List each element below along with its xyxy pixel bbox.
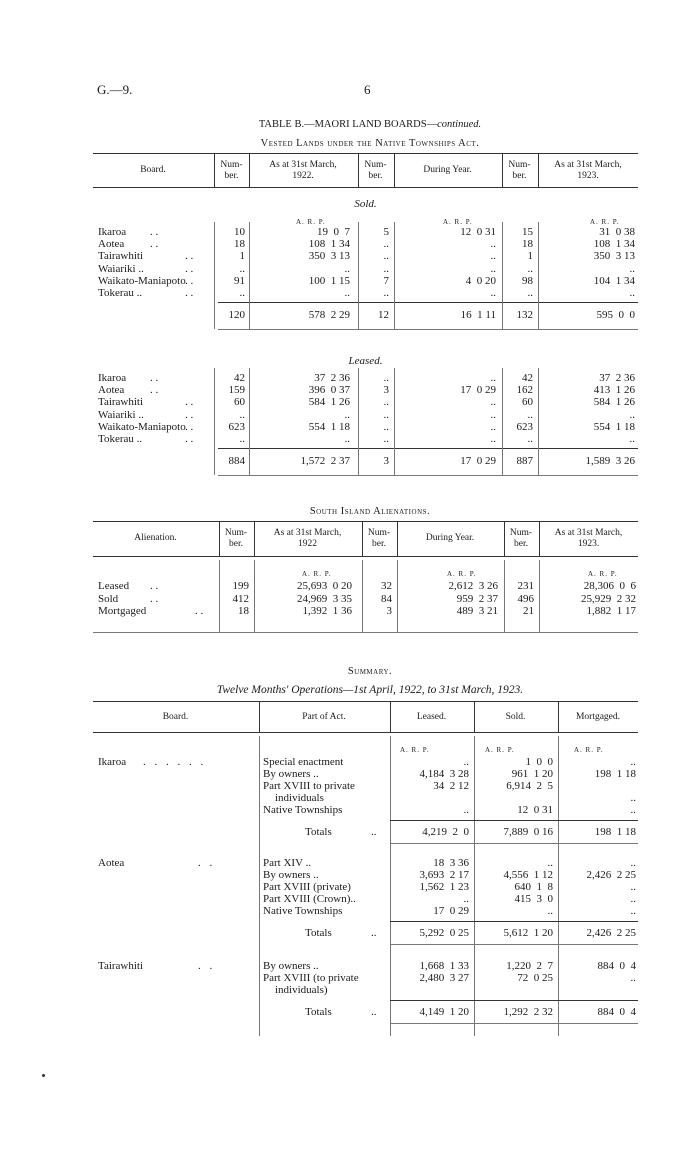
table-cell: .. <box>630 857 636 869</box>
summary-header: Board. <box>162 712 189 722</box>
table-cell: 16 1 11 <box>460 309 496 322</box>
rule <box>93 521 638 522</box>
table-cell: 98 <box>522 274 533 287</box>
table-cell: .. <box>490 372 496 384</box>
table-cell: .. <box>490 396 496 409</box>
row-label: Waiariki .. <box>98 262 144 275</box>
table-cell: .. <box>630 893 636 905</box>
table-cell: 12 0 31 <box>460 226 496 238</box>
table-cell: .. <box>629 287 635 299</box>
leader-dots: . . <box>150 238 159 251</box>
rule <box>218 329 638 330</box>
table-cell: 595 0 0 <box>596 309 635 322</box>
table-cell: 84 <box>381 592 392 605</box>
table-cell: 489 3 21 <box>456 605 498 617</box>
row-label: Mortgaged <box>98 605 147 617</box>
units-label: A. R. P. <box>302 570 332 578</box>
table-cell: 162 <box>516 384 533 397</box>
table-cell: .. <box>344 408 350 421</box>
stray-mark <box>42 1074 45 1077</box>
units-label: A. R. P. <box>590 218 620 226</box>
table-cell: 2,480 3 27 <box>419 972 469 984</box>
row-label: Leased <box>98 580 130 592</box>
section-label: Leased. <box>348 355 383 367</box>
south-island-header: Alienation. <box>134 533 177 543</box>
page-code: G.—9. <box>97 82 133 97</box>
table-cell: 554 1 18 <box>593 420 635 433</box>
table-cell: .. <box>490 250 496 263</box>
column-rule <box>214 368 215 475</box>
table-cell: 2,426 2 25 <box>586 869 636 881</box>
table-cell: 6,914 2 5 <box>506 780 553 792</box>
table-cell: 4,184 3 28 <box>419 768 469 780</box>
table-cell: 12 0 31 <box>517 804 553 816</box>
leader-dots: . . <box>150 592 159 605</box>
rule <box>218 448 638 449</box>
row-label: Ikaroa <box>98 372 127 384</box>
table-cell: 1 <box>527 250 533 263</box>
table-cell: 21 <box>523 605 534 617</box>
table-cell: 231 <box>517 580 534 592</box>
table-cell: 3,693 2 17 <box>419 869 469 881</box>
south-island-header: During Year. <box>425 533 475 543</box>
column-rule <box>358 222 359 329</box>
row-label: Waikato-Maniapoto <box>98 420 186 433</box>
rule <box>93 732 638 733</box>
part-of-act: Part XVIII (private) <box>263 881 351 893</box>
table-cell: 25,693 0 20 <box>297 580 352 592</box>
table-cell: 60 <box>522 396 533 409</box>
south-island-header: Num- ber. <box>367 528 391 549</box>
table-b-title-italic: continued. <box>437 119 482 130</box>
table-cell: 17 0 29 <box>460 384 496 397</box>
table-cell: .. <box>527 408 533 421</box>
row-label: Waiariki .. <box>98 408 144 421</box>
table-cell: .. <box>630 881 636 893</box>
column-rule <box>249 368 250 475</box>
table-cell: .. <box>463 804 469 816</box>
table-cell: 18 3 36 <box>433 857 469 869</box>
table-cell: 31 0 38 <box>599 226 635 238</box>
part-of-act: By owners .. <box>263 960 319 972</box>
table-cell: 15 <box>522 226 533 238</box>
table-cell: 1,572 2 37 <box>300 455 350 468</box>
table-cell: .. <box>383 433 389 445</box>
table-cell: 42 <box>234 372 245 384</box>
rule <box>93 701 638 702</box>
part-of-act: individuals) <box>275 984 328 996</box>
table-cell: .. <box>527 287 533 299</box>
column-rule <box>358 153 359 187</box>
table-cell: 1 <box>239 250 245 263</box>
table-b-header: Board. <box>140 165 166 175</box>
column-rule <box>362 521 363 556</box>
table-cell: .. <box>629 262 635 275</box>
table-cell: .. <box>239 433 245 445</box>
table-cell: 584 1 26 <box>593 396 635 409</box>
table-cell: .. <box>490 408 496 421</box>
table-cell: 884 0 4 <box>597 960 636 972</box>
south-island-header: Num- ber. <box>224 528 248 549</box>
table-cell: .. <box>344 287 350 299</box>
leader-dots: . . <box>198 960 216 972</box>
table-cell: 19 0 7 <box>317 226 350 238</box>
summary-subtitle: Twelve Months' Operations—1st April, 1922, to 31st March, 1923. <box>216 684 524 696</box>
table-cell: 108 1 34 <box>308 238 350 251</box>
row-label: Tokerau .. <box>98 287 143 299</box>
table-cell: 1,392 1 36 <box>302 605 352 617</box>
leader-dots: . . <box>150 384 159 397</box>
table-cell: 132 <box>516 309 533 322</box>
table-cell: .. <box>527 433 533 445</box>
table-cell: 496 <box>517 592 534 605</box>
leader-dots: . . <box>185 274 194 287</box>
column-rule <box>219 560 220 632</box>
units-label: A. R. P. <box>485 746 515 754</box>
table-cell: .. <box>383 287 389 299</box>
table-cell: 1,220 2 7 <box>506 960 553 972</box>
column-rule <box>390 701 391 732</box>
table-cell: 1,589 3 26 <box>585 455 635 468</box>
table-cell: .. <box>490 433 496 445</box>
table-cell: 17 0 29 <box>460 455 496 468</box>
leader-dots: . . <box>195 605 204 617</box>
table-cell: 7 <box>383 274 389 287</box>
units-label: A. R. P. <box>296 218 326 226</box>
table-cell: .. <box>630 905 636 917</box>
rule <box>218 302 638 303</box>
table-cell: 28,306 0 6 <box>583 580 636 592</box>
column-rule <box>362 560 363 632</box>
table-cell: 100 1 15 <box>308 274 350 287</box>
table-cell: 415 3 0 <box>514 893 553 905</box>
part-of-act: individuals <box>275 792 324 804</box>
column-rule <box>259 701 260 732</box>
table-cell: 2,612 3 26 <box>448 580 498 592</box>
column-rule <box>539 521 540 556</box>
row-label: Waikato-Maniapoto <box>98 274 186 287</box>
table-cell: 10 <box>234 226 245 238</box>
table-cell: .. <box>630 804 636 816</box>
rule <box>390 921 638 922</box>
column-rule <box>502 153 503 187</box>
leader-dots: . . <box>150 226 159 238</box>
column-rule <box>219 521 220 556</box>
table-cell: .. <box>383 238 389 251</box>
table-cell: 350 3 13 <box>308 250 350 263</box>
column-rule <box>394 153 395 187</box>
table-cell: .. <box>629 408 635 421</box>
table-cell: 4,219 2 0 <box>422 826 469 838</box>
table-cell: 2,426 2 25 <box>586 927 636 939</box>
leader-dots: . . <box>185 420 194 433</box>
part-of-act: Special enactment <box>263 756 344 768</box>
table-cell: 3 <box>383 384 389 397</box>
column-rule <box>249 153 250 187</box>
table-cell: .. <box>490 420 496 433</box>
units-label: A. R. P. <box>588 570 618 578</box>
table-cell: 350 3 13 <box>593 250 635 263</box>
table-cell: 18 <box>234 238 245 251</box>
table-cell: 108 1 34 <box>593 238 635 251</box>
column-rule <box>502 368 503 475</box>
column-rule <box>502 222 503 329</box>
table-cell: 12 <box>378 309 389 322</box>
column-rule <box>538 222 539 329</box>
south-island-title: South Island Alienations. <box>309 506 431 517</box>
column-rule <box>538 153 539 187</box>
table-cell: .. <box>239 262 245 275</box>
column-rule <box>504 560 505 632</box>
row-label: Tokerau .. <box>98 433 143 445</box>
rule <box>93 556 638 557</box>
summary-board-label: Tairawhiti <box>98 960 144 972</box>
row-label: Aotea <box>98 238 125 251</box>
units-label: A. R. P. <box>574 746 604 754</box>
column-rule <box>214 153 215 187</box>
column-rule <box>214 222 215 329</box>
summary-header: Leased. <box>416 712 447 722</box>
part-of-act: Native Townships <box>263 804 343 816</box>
table-cell: 18 <box>238 605 249 617</box>
table-cell: .. <box>383 372 389 384</box>
table-cell: .. <box>547 905 553 917</box>
units-label: A. R. P. <box>447 570 477 578</box>
column-rule <box>558 701 559 732</box>
part-of-act: Part XVIII (to private <box>263 972 359 984</box>
leader-dots: .. <box>371 927 377 939</box>
leader-dots: . . <box>185 262 194 275</box>
table-cell: 578 2 29 <box>308 309 350 322</box>
table-cell: 37 2 36 <box>314 372 350 384</box>
table-cell: 17 0 29 <box>433 905 469 917</box>
table-cell: .. <box>383 396 389 409</box>
table-cell: 884 <box>228 455 245 468</box>
row-label: Aotea <box>98 384 125 397</box>
table-cell: 72 0 25 <box>517 972 553 984</box>
column-rule <box>254 521 255 556</box>
totals-label: Totals <box>305 927 332 939</box>
leader-dots: .. <box>371 826 377 838</box>
rule <box>93 632 638 633</box>
rule <box>390 1000 638 1001</box>
row-label: Tairawhiti <box>98 396 144 409</box>
table-b-header: Num- ber. <box>220 160 243 181</box>
table-cell: 4,149 1 20 <box>419 1006 469 1018</box>
table-cell: 34 2 12 <box>433 780 469 792</box>
table-cell: 1,292 2 32 <box>503 1006 553 1018</box>
table-b-subtitle: Vested Lands under the Native Townships Act. <box>260 138 480 149</box>
table-cell: 640 1 8 <box>514 881 553 893</box>
table-b-header: During Year. <box>423 165 472 175</box>
table-cell: 884 0 4 <box>597 1006 636 1018</box>
summary-header: Mortgaged. <box>575 712 621 722</box>
table-b-header: Num- ber. <box>364 160 387 181</box>
table-cell: .. <box>239 408 245 421</box>
table-cell: 4 0 20 <box>465 274 496 287</box>
table-b-header: Num- ber. <box>508 160 531 181</box>
table-cell: 3 <box>386 605 392 617</box>
table-cell: .. <box>527 262 533 275</box>
leader-dots: . . <box>185 396 194 409</box>
column-rule <box>539 560 540 632</box>
table-cell: .. <box>344 433 350 445</box>
row-label: Ikaroa <box>98 226 127 238</box>
rule <box>93 153 638 154</box>
part-of-act: Part XVIII (Crown).. <box>263 893 356 905</box>
table-cell: 3 <box>383 455 389 468</box>
table-cell: .. <box>630 972 636 984</box>
south-island-header: As at 31st March, 1923. <box>554 528 623 549</box>
table-cell: 396 0 37 <box>308 384 350 397</box>
summary-board-label: Ikaroa <box>98 756 127 768</box>
table-cell: 959 2 37 <box>456 592 498 605</box>
column-rule <box>259 736 260 1036</box>
table-cell: .. <box>629 433 635 445</box>
table-cell: .. <box>383 420 389 433</box>
table-cell: .. <box>383 408 389 421</box>
table-cell: 198 1 18 <box>594 826 636 838</box>
table-cell: 199 <box>232 580 249 592</box>
table-cell: 42 <box>522 372 533 384</box>
row-label: Sold <box>98 592 119 605</box>
rule <box>390 820 638 821</box>
table-cell: 623 <box>228 420 245 433</box>
units-label: A. R. P. <box>400 746 430 754</box>
leader-dots: . . <box>185 250 194 263</box>
part-of-act: By owners .. <box>263 869 319 881</box>
leader-dots: . . . . . . <box>143 756 207 768</box>
table-cell: 412 <box>232 592 249 605</box>
part-of-act: Part XIV .. <box>263 857 312 869</box>
table-cell: 104 1 34 <box>593 274 635 287</box>
totals-label: Totals <box>305 826 332 838</box>
column-rule <box>397 521 398 556</box>
column-rule <box>394 222 395 329</box>
part-of-act: Part XVIII to private <box>263 780 355 792</box>
units-label: A. R. P. <box>443 218 473 226</box>
leader-dots: . . <box>185 408 194 421</box>
table-cell: 5,612 1 20 <box>503 927 553 939</box>
summary-header: Sold. <box>505 712 526 722</box>
table-cell: 120 <box>228 309 245 322</box>
table-cell: 4,556 1 12 <box>503 869 553 881</box>
table-cell: 5 <box>383 226 389 238</box>
leader-dots: .. <box>371 1006 377 1018</box>
table-cell: .. <box>630 792 636 804</box>
table-cell: 1,562 1 23 <box>419 881 469 893</box>
table-cell: .. <box>463 893 469 905</box>
table-cell: .. <box>383 250 389 263</box>
rule <box>390 944 638 945</box>
table-cell: 961 1 20 <box>511 768 553 780</box>
table-cell: .. <box>547 857 553 869</box>
leader-dots: . . <box>185 287 194 299</box>
table-cell: 159 <box>228 384 245 397</box>
column-rule <box>358 368 359 475</box>
leader-dots: . . <box>198 857 216 869</box>
summary-title: Summary. <box>347 666 393 677</box>
column-rule <box>538 368 539 475</box>
table-cell: 1,882 1 17 <box>586 605 636 617</box>
table-cell: 60 <box>234 396 245 409</box>
table-cell: 91 <box>234 274 245 287</box>
table-b-title <box>150 118 590 131</box>
table-cell: .. <box>630 756 636 768</box>
summary-header: Part of Act. <box>302 712 346 722</box>
table-cell: 25,929 2 32 <box>581 592 636 605</box>
table-cell: 413 1 26 <box>593 384 635 397</box>
table-cell: .. <box>490 238 496 251</box>
rule <box>93 187 638 188</box>
south-island-header: Num- ber. <box>509 528 533 549</box>
table-b-header: As at 31st March, 1923. <box>554 160 622 181</box>
part-of-act: Native Townships <box>263 905 343 917</box>
column-rule <box>254 560 255 632</box>
table-cell: .. <box>490 287 496 299</box>
table-cell: .. <box>344 262 350 275</box>
column-rule <box>397 560 398 632</box>
section-label: Sold. <box>354 198 377 210</box>
table-cell: 1,668 1 33 <box>419 960 469 972</box>
rule <box>218 475 638 476</box>
table-cell: 5,292 0 25 <box>419 927 469 939</box>
row-label: Tairawhiti <box>98 250 144 263</box>
column-rule <box>474 701 475 732</box>
table-cell: 32 <box>381 580 392 592</box>
rule <box>390 1023 638 1024</box>
table-cell: 7,889 0 16 <box>503 826 553 838</box>
table-cell: .. <box>383 262 389 275</box>
column-rule <box>249 222 250 329</box>
table-cell: 554 1 18 <box>308 420 350 433</box>
leader-dots: . . <box>185 433 194 445</box>
table-cell: 1 0 0 <box>525 756 553 768</box>
leader-dots: . . <box>150 580 159 592</box>
table-cell: 584 1 26 <box>308 396 350 409</box>
table-cell: .. <box>239 287 245 299</box>
totals-label: Totals <box>305 1006 332 1018</box>
table-cell: .. <box>490 262 496 275</box>
table-cell: 18 <box>522 238 533 251</box>
part-of-act: By owners .. <box>263 768 319 780</box>
table-cell: 37 2 36 <box>599 372 635 384</box>
leader-dots: . . <box>150 372 159 384</box>
column-rule <box>504 521 505 556</box>
table-cell: .. <box>463 756 469 768</box>
page-number: 6 <box>364 82 371 97</box>
table-b-header: As at 31st March, 1922. <box>269 160 337 181</box>
table-cell: 198 1 18 <box>594 768 636 780</box>
table-cell: 623 <box>516 420 533 433</box>
column-rule <box>394 368 395 475</box>
south-island-header: As at 31st March, 1922 <box>273 528 342 549</box>
table-b-title-main: TABLE B.—MAORI LAND BOARDS— <box>258 119 438 130</box>
rule <box>390 843 638 844</box>
summary-board-label: Aotea <box>98 857 125 869</box>
table-cell: 24,969 3 35 <box>297 592 352 605</box>
table-cell: 887 <box>516 455 533 468</box>
